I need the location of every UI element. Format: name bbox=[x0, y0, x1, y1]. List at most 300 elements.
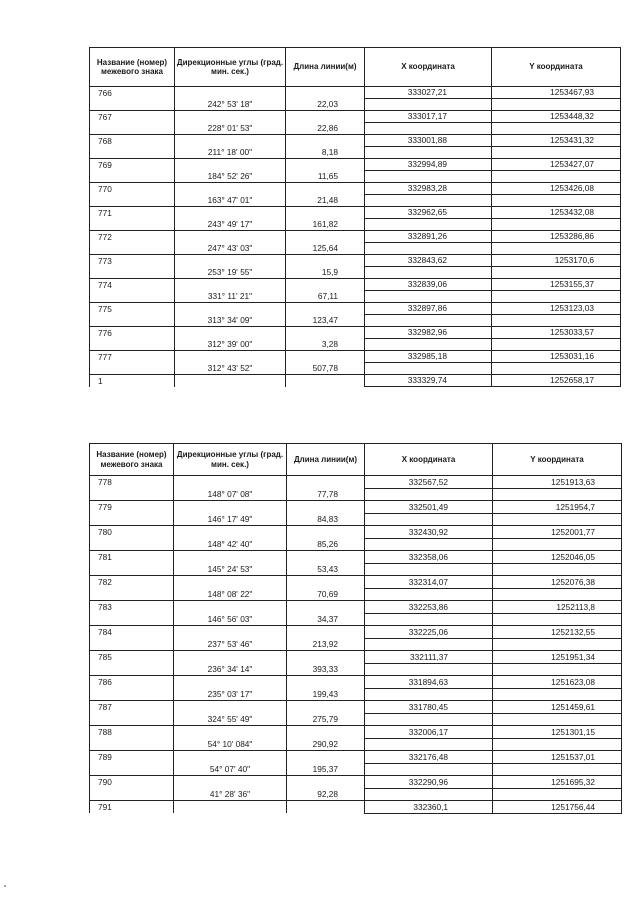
point-row bbox=[90, 279, 621, 291]
cell-length: 67,11 bbox=[286, 291, 365, 303]
cell-length bbox=[286, 207, 365, 219]
cell-length: 195,37 bbox=[287, 763, 365, 776]
cell-length: 53,43 bbox=[287, 563, 365, 576]
cell-y: 1251623,08 bbox=[493, 676, 622, 689]
point-row bbox=[90, 501, 622, 514]
cell-angle: 331° 11' 21" bbox=[175, 291, 286, 303]
cell-y: 1253170,6 bbox=[492, 255, 621, 267]
cell-x: 332983,28 bbox=[365, 183, 492, 195]
cell-y: 1251954,7 bbox=[493, 501, 622, 514]
cell-angle bbox=[174, 776, 287, 789]
cell-length bbox=[286, 351, 365, 363]
cell-angle: 211° 18' 00" bbox=[175, 147, 286, 159]
cell-angle bbox=[174, 651, 287, 664]
cell-y bbox=[492, 363, 621, 375]
cell-angle: 243° 49' 17" bbox=[175, 219, 286, 231]
cell-x bbox=[365, 195, 492, 207]
segment-row bbox=[90, 291, 621, 303]
cell-length: 15,9 bbox=[286, 267, 365, 279]
cell-length: 34,37 bbox=[287, 613, 365, 626]
cell-point-name bbox=[90, 588, 174, 601]
segment-row bbox=[90, 123, 621, 135]
cell-point-name: 784 bbox=[90, 626, 174, 639]
cell-point-name: 779 bbox=[90, 501, 174, 514]
cell-length bbox=[286, 111, 365, 123]
cell-length bbox=[286, 231, 365, 243]
segment-row bbox=[90, 195, 621, 207]
cell-x: 333329,74 bbox=[365, 375, 492, 387]
cell-point-name: 781 bbox=[90, 551, 174, 564]
cell-y bbox=[492, 219, 621, 231]
point-row bbox=[90, 183, 621, 195]
cell-length: 199,43 bbox=[287, 688, 365, 701]
cell-point-name: 766 bbox=[90, 87, 175, 99]
segment-row bbox=[90, 267, 621, 279]
cell-x bbox=[365, 563, 493, 576]
point-row bbox=[90, 676, 622, 689]
cell-x bbox=[365, 713, 493, 726]
cell-length bbox=[286, 327, 365, 339]
cell-point-name bbox=[90, 688, 174, 701]
cell-angle bbox=[175, 255, 286, 267]
point-row bbox=[90, 801, 622, 814]
point-row bbox=[90, 207, 621, 219]
cell-point-name: 786 bbox=[90, 676, 174, 689]
cell-angle bbox=[174, 701, 287, 714]
cell-length bbox=[287, 801, 365, 814]
cell-angle bbox=[174, 551, 287, 564]
cell-angle: 146° 17' 49" bbox=[174, 513, 287, 526]
table-header-row bbox=[90, 48, 621, 87]
cell-y bbox=[492, 291, 621, 303]
segment-row bbox=[90, 315, 621, 327]
cell-length bbox=[287, 526, 365, 539]
cell-length bbox=[286, 255, 365, 267]
cell-length: 84,83 bbox=[287, 513, 365, 526]
cell-point-name: 791 bbox=[90, 801, 174, 814]
cell-length bbox=[287, 501, 365, 514]
cell-point-name bbox=[90, 663, 174, 676]
cell-angle bbox=[175, 351, 286, 363]
cell-y bbox=[492, 339, 621, 351]
cell-length bbox=[287, 726, 365, 739]
table-header-row bbox=[90, 444, 622, 476]
cell-y bbox=[492, 243, 621, 255]
cell-y: 1251695,32 bbox=[493, 776, 622, 789]
point-row bbox=[90, 476, 622, 489]
cell-point-name bbox=[90, 613, 174, 626]
cell-y: 1251537,01 bbox=[493, 751, 622, 764]
point-row bbox=[90, 726, 622, 739]
cell-angle bbox=[174, 676, 287, 689]
cell-x bbox=[365, 291, 492, 303]
cell-y: 1251459,61 bbox=[493, 701, 622, 714]
cell-angle: 145° 24' 53" bbox=[174, 563, 287, 576]
cell-x bbox=[365, 638, 493, 651]
point-row bbox=[90, 351, 621, 363]
segment-row bbox=[90, 563, 622, 576]
cell-y bbox=[493, 713, 622, 726]
cell-angle: 237° 53' 46" bbox=[174, 638, 287, 651]
header-angle: Дирекционные углы (град. мин. сек.) bbox=[175, 48, 286, 87]
cell-x: 332839,06 bbox=[365, 279, 492, 291]
cell-length bbox=[287, 601, 365, 614]
cell-x: 332111,37 bbox=[365, 651, 493, 664]
cell-length: 3,28 bbox=[286, 339, 365, 351]
segment-row bbox=[90, 513, 622, 526]
cell-x bbox=[365, 123, 492, 135]
cell-x: 332253,86 bbox=[365, 601, 493, 614]
cell-x bbox=[365, 663, 493, 676]
segment-row bbox=[90, 688, 622, 701]
segment-row bbox=[90, 147, 621, 159]
segment-row bbox=[90, 588, 622, 601]
cell-angle bbox=[174, 726, 287, 739]
header-x: Х координата bbox=[365, 48, 492, 87]
cell-angle: 54° 10' 084" bbox=[174, 738, 287, 751]
cell-y: 1252658,17 bbox=[492, 375, 621, 387]
segment-row bbox=[90, 788, 622, 801]
cell-x bbox=[365, 171, 492, 183]
table-body bbox=[90, 87, 621, 387]
cell-point-name bbox=[90, 363, 175, 375]
cell-x bbox=[365, 688, 493, 701]
cell-y bbox=[492, 147, 621, 159]
cell-x bbox=[365, 588, 493, 601]
cell-x: 332843,62 bbox=[365, 255, 492, 267]
point-row bbox=[90, 776, 622, 789]
point-row bbox=[90, 159, 621, 171]
cell-y: 1253155,37 bbox=[492, 279, 621, 291]
segment-row bbox=[90, 713, 622, 726]
cell-angle bbox=[174, 501, 287, 514]
segment-row bbox=[90, 171, 621, 183]
point-row bbox=[90, 231, 621, 243]
cell-x: 332962,65 bbox=[365, 207, 492, 219]
cell-length bbox=[287, 626, 365, 639]
header-point-name: Название (номер) межевого знака bbox=[90, 444, 174, 476]
cell-length bbox=[286, 135, 365, 147]
cell-angle: 41° 28' 36" bbox=[174, 788, 287, 801]
cell-x: 332567,52 bbox=[365, 476, 493, 489]
cell-point-name bbox=[90, 219, 175, 231]
survey-table-2 bbox=[89, 443, 622, 814]
cell-y: 1251913,63 bbox=[493, 476, 622, 489]
cell-point-name bbox=[90, 195, 175, 207]
cell-y bbox=[492, 123, 621, 135]
cell-angle: 148° 08' 22" bbox=[174, 588, 287, 601]
cell-length: 8,18 bbox=[286, 147, 365, 159]
cell-y bbox=[493, 738, 622, 751]
cell-point-name bbox=[90, 339, 175, 351]
segment-row bbox=[90, 363, 621, 375]
cell-point-name: 773 bbox=[90, 255, 175, 267]
cell-angle: 247° 43' 03" bbox=[175, 243, 286, 255]
point-row bbox=[90, 701, 622, 714]
point-row bbox=[90, 576, 622, 589]
cell-length: 85,26 bbox=[287, 538, 365, 551]
cell-point-name bbox=[90, 738, 174, 751]
cell-angle: 253° 19' 55" bbox=[175, 267, 286, 279]
cell-x: 333017,17 bbox=[365, 111, 492, 123]
cell-point-name bbox=[90, 99, 175, 111]
cell-x bbox=[365, 219, 492, 231]
cell-length: 92,28 bbox=[287, 788, 365, 801]
cell-y bbox=[493, 688, 622, 701]
cell-point-name: 767 bbox=[90, 111, 175, 123]
header-x: Х координата bbox=[365, 444, 493, 476]
cell-angle bbox=[175, 231, 286, 243]
cell-point-name bbox=[90, 763, 174, 776]
cell-angle bbox=[174, 601, 287, 614]
cell-x bbox=[365, 363, 492, 375]
cell-angle bbox=[174, 476, 287, 489]
cell-point-name bbox=[90, 315, 175, 327]
cell-length: 507,78 bbox=[286, 363, 365, 375]
cell-y bbox=[493, 538, 622, 551]
cell-angle bbox=[175, 375, 286, 387]
segment-row bbox=[90, 763, 622, 776]
cell-point-name: 775 bbox=[90, 303, 175, 315]
segment-row bbox=[90, 488, 622, 501]
header-angle: Дирекционные углы (град. мин. сек.) bbox=[174, 444, 287, 476]
segment-row bbox=[90, 243, 621, 255]
cell-length: 123,47 bbox=[286, 315, 365, 327]
cell-length bbox=[286, 375, 365, 387]
cell-length bbox=[286, 183, 365, 195]
cell-length: 22,03 bbox=[286, 99, 365, 111]
cell-point-name: 790 bbox=[90, 776, 174, 789]
cell-x: 332358,06 bbox=[365, 551, 493, 564]
cell-point-name bbox=[90, 563, 174, 576]
cell-length bbox=[287, 751, 365, 764]
cell-point-name bbox=[90, 123, 175, 135]
survey-table-1 bbox=[89, 47, 621, 387]
cell-point-name bbox=[90, 267, 175, 279]
cell-x: 332897,86 bbox=[365, 303, 492, 315]
cell-x: 331780,45 bbox=[365, 701, 493, 714]
cell-x: 333001,88 bbox=[365, 135, 492, 147]
cell-length bbox=[287, 476, 365, 489]
cell-point-name: 788 bbox=[90, 726, 174, 739]
cell-point-name: 768 bbox=[90, 135, 175, 147]
segment-row bbox=[90, 219, 621, 231]
segment-row bbox=[90, 99, 621, 111]
cell-y: 1252076,38 bbox=[493, 576, 622, 589]
cell-length bbox=[286, 159, 365, 171]
cell-x: 331894,63 bbox=[365, 676, 493, 689]
point-row bbox=[90, 327, 621, 339]
cell-x: 332176,48 bbox=[365, 751, 493, 764]
cell-point-name: 787 bbox=[90, 701, 174, 714]
cell-x: 332985,18 bbox=[365, 351, 492, 363]
point-row bbox=[90, 87, 621, 99]
cell-point-name bbox=[90, 243, 175, 255]
cell-x bbox=[365, 243, 492, 255]
cell-length: 290,92 bbox=[287, 738, 365, 751]
cell-x bbox=[365, 538, 493, 551]
cell-x bbox=[365, 763, 493, 776]
cell-length: 213,92 bbox=[287, 638, 365, 651]
cell-x: 332290,96 bbox=[365, 776, 493, 789]
cell-angle bbox=[175, 111, 286, 123]
cell-length bbox=[286, 87, 365, 99]
cell-y bbox=[492, 171, 621, 183]
cell-x bbox=[365, 788, 493, 801]
cell-y bbox=[493, 638, 622, 651]
segment-row bbox=[90, 638, 622, 651]
cell-point-name: 771 bbox=[90, 207, 175, 219]
cell-x: 333027,21 bbox=[365, 87, 492, 99]
cell-y: 1253033,57 bbox=[492, 327, 621, 339]
cell-point-name: 780 bbox=[90, 526, 174, 539]
cell-y bbox=[493, 763, 622, 776]
point-row bbox=[90, 651, 622, 664]
cell-angle: 146° 56' 03" bbox=[174, 613, 287, 626]
scan-speck bbox=[4, 885, 6, 887]
cell-angle: 54° 07' 40" bbox=[174, 763, 287, 776]
cell-y bbox=[493, 513, 622, 526]
cell-angle: 148° 07' 08" bbox=[174, 488, 287, 501]
segment-row bbox=[90, 339, 621, 351]
cell-angle bbox=[175, 159, 286, 171]
cell-x: 332430,92 bbox=[365, 526, 493, 539]
cell-angle: 163° 47' 01" bbox=[175, 195, 286, 207]
cell-y bbox=[492, 267, 621, 279]
cell-y bbox=[492, 99, 621, 111]
cell-angle: 312° 43' 52" bbox=[175, 363, 286, 375]
cell-y: 1252132,55 bbox=[493, 626, 622, 639]
cell-angle: 148° 42' 40" bbox=[174, 538, 287, 551]
cell-y: 1253123,03 bbox=[492, 303, 621, 315]
cell-point-name: 785 bbox=[90, 651, 174, 664]
cell-y bbox=[493, 588, 622, 601]
cell-x bbox=[365, 267, 492, 279]
cell-y bbox=[493, 613, 622, 626]
point-row bbox=[90, 135, 621, 147]
segment-row bbox=[90, 538, 622, 551]
cell-angle bbox=[175, 303, 286, 315]
cell-point-name bbox=[90, 788, 174, 801]
cell-y bbox=[492, 195, 621, 207]
cell-y: 1252113,8 bbox=[493, 601, 622, 614]
cell-length: 275,79 bbox=[287, 713, 365, 726]
cell-angle bbox=[175, 87, 286, 99]
cell-point-name bbox=[90, 291, 175, 303]
cell-point-name bbox=[90, 147, 175, 159]
cell-point-name bbox=[90, 638, 174, 651]
cell-length bbox=[286, 303, 365, 315]
cell-length: 70,69 bbox=[287, 588, 365, 601]
point-row bbox=[90, 255, 621, 267]
cell-angle bbox=[174, 526, 287, 539]
cell-length: 22,86 bbox=[286, 123, 365, 135]
cell-x bbox=[365, 315, 492, 327]
cell-angle: 184° 52' 26" bbox=[175, 171, 286, 183]
point-row bbox=[90, 526, 622, 539]
cell-angle bbox=[174, 576, 287, 589]
cell-x: 332314,07 bbox=[365, 576, 493, 589]
cell-y bbox=[493, 563, 622, 576]
cell-y: 1253426,08 bbox=[492, 183, 621, 195]
cell-angle bbox=[175, 183, 286, 195]
cell-angle bbox=[174, 626, 287, 639]
cell-point-name bbox=[90, 538, 174, 551]
cell-y: 1253031,16 bbox=[492, 351, 621, 363]
header-point-name: Название (номер) межевого знака bbox=[90, 48, 175, 87]
cell-x bbox=[365, 513, 493, 526]
point-row bbox=[90, 551, 622, 564]
cell-angle: 242° 53' 18" bbox=[175, 99, 286, 111]
point-row bbox=[90, 303, 621, 315]
cell-y: 1253467,93 bbox=[492, 87, 621, 99]
cell-angle bbox=[175, 135, 286, 147]
cell-angle: 236° 34' 14" bbox=[174, 663, 287, 676]
cell-y bbox=[492, 315, 621, 327]
cell-length: 393,33 bbox=[287, 663, 365, 676]
cell-point-name bbox=[90, 513, 174, 526]
cell-point-name: 783 bbox=[90, 601, 174, 614]
cell-x: 332360,1 bbox=[365, 801, 493, 814]
cell-point-name: 774 bbox=[90, 279, 175, 291]
cell-length bbox=[287, 701, 365, 714]
cell-y: 1251951,34 bbox=[493, 651, 622, 664]
cell-x bbox=[365, 339, 492, 351]
cell-point-name: 778 bbox=[90, 476, 174, 489]
cell-point-name bbox=[90, 488, 174, 501]
cell-length: 77,78 bbox=[287, 488, 365, 501]
cell-point-name: 776 bbox=[90, 327, 175, 339]
cell-length bbox=[287, 676, 365, 689]
cell-x bbox=[365, 147, 492, 159]
cell-y: 1251756,44 bbox=[493, 801, 622, 814]
header-length: Длина линии(м) bbox=[287, 444, 365, 476]
cell-point-name: 769 bbox=[90, 159, 175, 171]
point-row bbox=[90, 375, 621, 387]
cell-angle: 228° 01' 53" bbox=[175, 123, 286, 135]
cell-length bbox=[287, 776, 365, 789]
cell-point-name: 772 bbox=[90, 231, 175, 243]
point-row bbox=[90, 111, 621, 123]
cell-x: 332225,06 bbox=[365, 626, 493, 639]
cell-angle bbox=[175, 327, 286, 339]
cell-x bbox=[365, 99, 492, 111]
cell-y bbox=[493, 663, 622, 676]
cell-x: 332501,49 bbox=[365, 501, 493, 514]
cell-angle bbox=[175, 279, 286, 291]
cell-point-name: 1 bbox=[90, 375, 175, 387]
cell-x bbox=[365, 738, 493, 751]
cell-point-name: 782 bbox=[90, 576, 174, 589]
cell-x: 332891,26 bbox=[365, 231, 492, 243]
cell-angle: 324° 55' 49" bbox=[174, 713, 287, 726]
cell-x bbox=[365, 488, 493, 501]
cell-length: 11,65 bbox=[286, 171, 365, 183]
point-row bbox=[90, 751, 622, 764]
cell-point-name: 789 bbox=[90, 751, 174, 764]
cell-y bbox=[493, 788, 622, 801]
cell-angle: 313° 34' 09" bbox=[175, 315, 286, 327]
cell-angle: 312° 39' 00" bbox=[175, 339, 286, 351]
cell-angle bbox=[174, 801, 287, 814]
cell-y: 1253286,86 bbox=[492, 231, 621, 243]
cell-point-name bbox=[90, 713, 174, 726]
cell-x: 332982,96 bbox=[365, 327, 492, 339]
cell-point-name: 777 bbox=[90, 351, 175, 363]
header-length: Длина линии(м) bbox=[286, 48, 365, 87]
cell-x bbox=[365, 613, 493, 626]
cell-point-name: 770 bbox=[90, 183, 175, 195]
